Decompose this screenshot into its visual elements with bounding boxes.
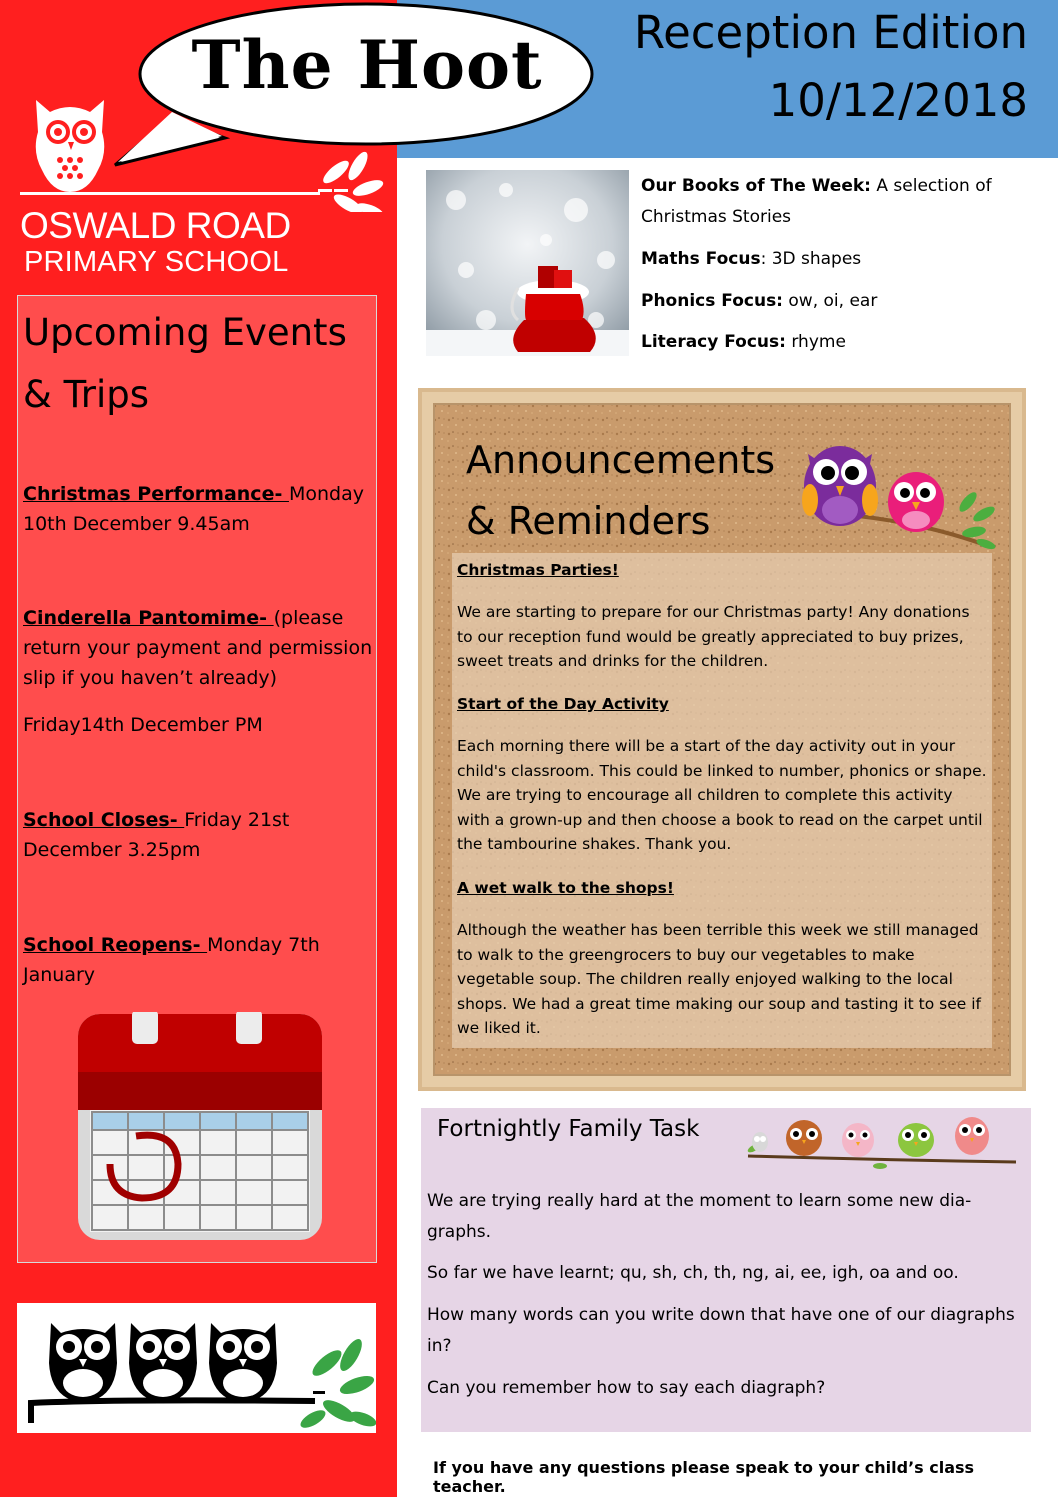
edition-date: 10/12/2018 — [768, 74, 1028, 127]
school-name: OSWALD ROAD — [20, 205, 291, 246]
announcement-body: Although the weather has been terrible this week we still managed to walk to the greengrocers to buy our vegetables to make vegetable soup. The children really enjoyed walking to the local shops. We had a great time making our soup and tasting it to see if we liked it. — [457, 921, 981, 1038]
focus-value: rhyme — [785, 332, 846, 352]
announcement-title: Start of the Day Activity — [457, 695, 669, 713]
focus-label: Our Books of The Week: — [641, 176, 871, 196]
phonics-focus — [641, 286, 1041, 317]
focus-value: : 3D shapes — [760, 249, 862, 269]
event-text: (please return your payment and permission slip if you haven’t already) — [23, 607, 373, 689]
focus-label: Phonics Focus: — [641, 291, 783, 311]
family-task-heading: Fortnightly Family Task — [437, 1116, 700, 1142]
owl-logo-icon — [18, 92, 388, 212]
calendar-icon — [76, 1012, 326, 1244]
event-text: Friday14th December PM — [23, 714, 263, 736]
upcoming-events-panel — [17, 295, 377, 1263]
literacy-focus — [641, 327, 1041, 358]
focus-value: A selection of Christmas Stories — [641, 176, 992, 227]
event-text: Friday 21st December 3.25pm — [23, 809, 290, 861]
event-item — [23, 930, 375, 990]
edition-title: Reception Edition — [633, 6, 1028, 59]
announcements-heading: Announcements & Reminders — [466, 438, 776, 543]
event-label: School Closes- — [23, 809, 185, 831]
family-task-paragraph: Can you remember how to say each diagraph? — [427, 1378, 826, 1398]
event-label: Cinderella Pantomime- — [23, 607, 274, 629]
event-item — [23, 603, 375, 693]
announcement-body: We are starting to prepare for our Christmas party! Any donations to our reception fund would be greatly appreciated to buy prizes, sweet treats and drinks for the children. — [457, 603, 970, 671]
event-item — [23, 479, 375, 539]
event-text: Monday 10th December 9.45am — [23, 483, 364, 535]
event-text: Monday 7th January — [23, 934, 320, 986]
announcement-title: Christmas Parties! — [457, 561, 619, 579]
school-name-subtitle: PRIMARY SCHOOL — [24, 246, 289, 278]
announcement-body: Each morning there will be a start of the day activity out in your child's classroom. This could be linked to number, phonics or shape. We are trying to encourage all children to complete this activity with a grown-up and then choose a book to read on the carpet until the tambourine shakes. Thank you. — [457, 737, 987, 854]
maths-focus — [641, 244, 1041, 275]
focus-value: ow, oi, ear — [783, 291, 878, 311]
owls-branch-illustration — [17, 1303, 376, 1433]
newsletter-title: The Hoot — [191, 26, 543, 104]
event-label: School Reopens- — [23, 934, 208, 956]
events-heading: Upcoming Events & Trips — [23, 311, 347, 416]
books-of-the-week — [641, 171, 1041, 233]
family-task-paragraph: How many words can you write down that have one of our diagraphs in? — [427, 1305, 1015, 1356]
event-label: Christmas Performance- — [23, 483, 289, 505]
family-task-paragraph: So far we have learnt; qu, sh, ch, th, ng, ai, ee, igh, oa and oo. — [427, 1263, 959, 1283]
focus-label: Maths Focus — [641, 249, 761, 269]
focus-label: Literacy Focus: — [641, 332, 786, 352]
event-item — [23, 805, 375, 865]
owls-row-icon — [744, 1114, 1020, 1170]
event-item — [23, 710, 375, 740]
christmas-sack-photo — [426, 170, 629, 356]
owls-on-branch-icon — [798, 440, 998, 560]
announcement-title: A wet walk to the shops! — [457, 879, 674, 897]
footer-note: If you have any questions please speak to your child’s class teacher. — [433, 1458, 975, 1496]
family-task-paragraph: We are trying really hard at the moment to learn some new dia-graphs. — [427, 1191, 972, 1242]
